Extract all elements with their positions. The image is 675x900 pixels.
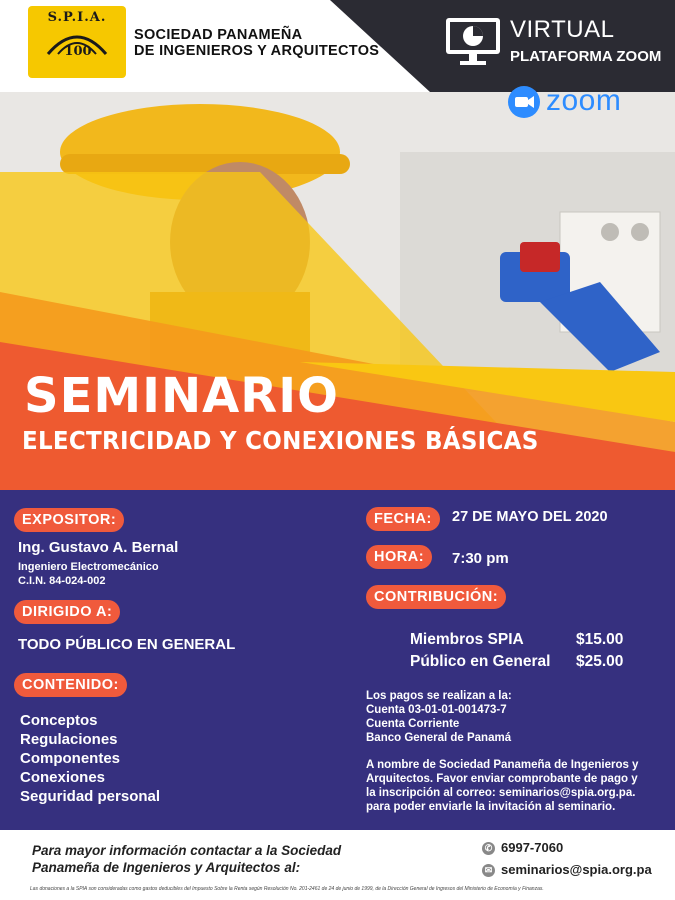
price-value-members: $15.00 — [576, 631, 624, 648]
list-item: Componentes — [20, 750, 121, 767]
note-line: A nombre de Sociedad Panameña de Ingenieros y — [366, 759, 639, 771]
zoom-camera-icon — [508, 86, 540, 118]
organization-name: SOCIEDAD PANAMEÑA DE INGENIEROS Y ARQUITECTOS — [134, 27, 380, 59]
note-line: la inscripción al correo: seminarios@spia.org.pa. — [366, 787, 636, 799]
virtual-badge — [444, 16, 664, 76]
payment-line: Banco General de Panamá — [366, 732, 512, 744]
zoom-logo — [508, 84, 648, 120]
fecha-value: 27 DE MAYO DEL 2020 — [452, 509, 608, 525]
footer-info: Para mayor información contactar a la Sociedad Panameña de Ingenieros y Arquitectos al: — [32, 843, 342, 875]
phone-number: 6997-7060 — [501, 840, 564, 855]
header — [0, 0, 675, 92]
spia-logo — [28, 6, 126, 78]
phone-icon: ✆ — [482, 842, 495, 855]
virtual-subtitle: PLATAFORMA ZOOM — [510, 48, 662, 65]
payment-line: Cuenta 03-01-01-001473-7 — [366, 704, 507, 716]
list-item: Conceptos — [20, 712, 98, 729]
email-icon: ✉ — [482, 864, 495, 877]
dirigido-value: TODO PÚBLICO EN GENERAL — [18, 636, 236, 653]
expositor-name: Ing. Gustavo A. Bernal — [18, 539, 179, 556]
hora-value: 7:30 pm — [452, 550, 509, 567]
note-line: para poder enviarle la invitación al seminario. — [366, 801, 616, 813]
contenido-label: CONTENIDO: — [14, 673, 127, 697]
footer — [0, 830, 675, 900]
virtual-title: VIRTUAL — [510, 16, 615, 43]
monitor-icon — [444, 16, 502, 68]
seminar-title: SEMINARIO — [24, 368, 339, 424]
list-item: Seguridad personal — [20, 788, 161, 805]
note-line: Arquitectos. Favor enviar comprobante de pago y — [366, 773, 638, 785]
hora-label: HORA: — [366, 545, 432, 569]
list-item: Conexiones — [20, 769, 106, 786]
legal-note: Las donaciones a la SPIA son consideradas como gastos deducibles del Impuesto Sobre la Renta según Resolución No. 201-2461 de 24 de junio de 1999, de la Dirección General de Ingresos del Ministerio de Economía y Finanzas. — [30, 886, 544, 892]
seminar-subtitle: ELECTRICIDAD Y CONEXIONES BÁSICAS — [22, 426, 539, 455]
email-address: seminarios@spia.org.pa — [501, 862, 652, 877]
expositor-title: Ingeniero Electromecánico — [18, 561, 159, 573]
list-item: Regulaciones — [20, 731, 118, 748]
contact-email[interactable] — [482, 862, 652, 877]
logo-number: 100 — [64, 44, 92, 59]
contact-phone[interactable] — [482, 840, 563, 855]
expositor-cin: C.I.N. 84-024-002 — [18, 575, 106, 587]
price-value-public: $25.00 — [576, 653, 624, 670]
price-label-public: Público en General — [410, 653, 551, 670]
payment-line: Cuenta Corriente — [366, 718, 460, 730]
contribucion-label: CONTRIBUCIÓN: — [366, 585, 506, 609]
zoom-wordmark: zoom — [546, 84, 622, 117]
logo-title: S.P.I.A. — [47, 10, 107, 25]
price-label-members: Miembros SPIA — [410, 631, 524, 648]
contenido-list — [20, 711, 160, 806]
dirigido-label: DIRIGIDO A: — [14, 600, 120, 624]
payment-line: Los pagos se realizan a la: — [366, 690, 512, 702]
expositor-label: EXPOSITOR: — [14, 508, 124, 532]
fecha-label: FECHA: — [366, 507, 440, 531]
